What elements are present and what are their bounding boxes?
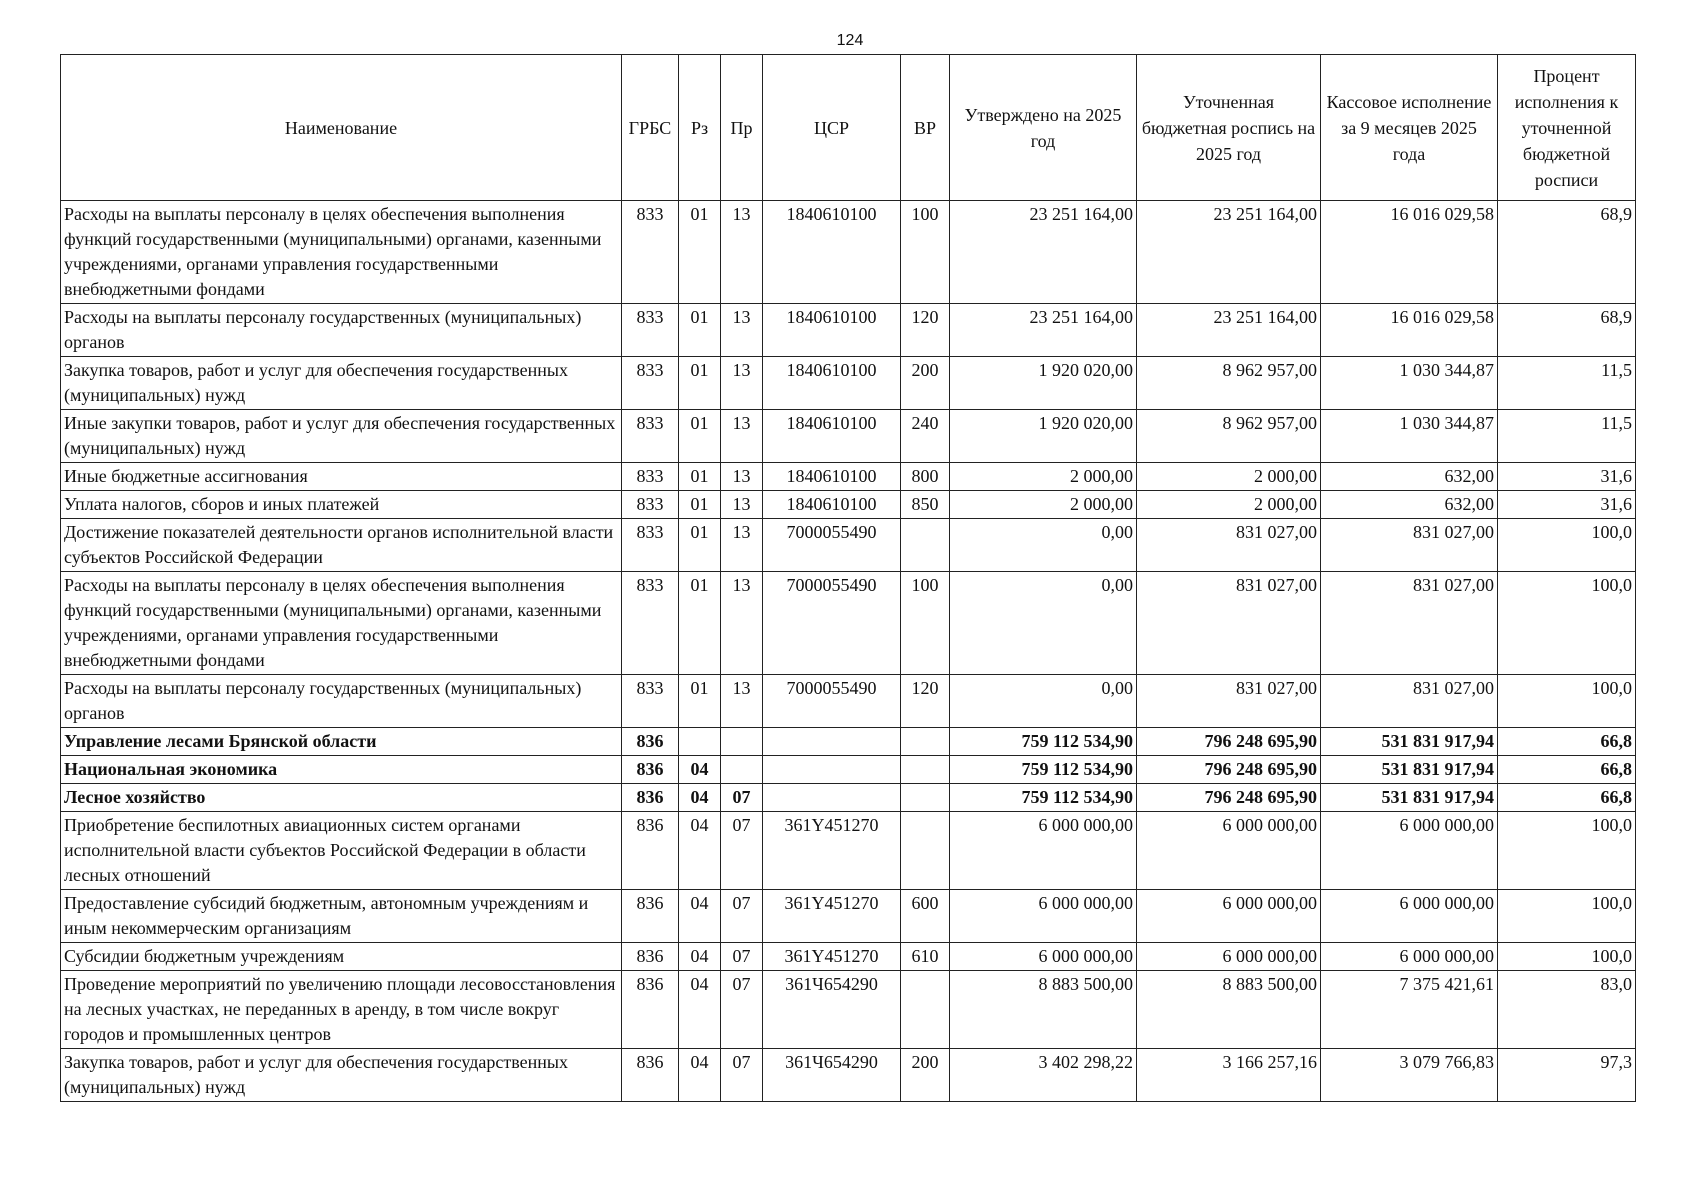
cell-refined: 3 166 257,16 [1137,1049,1321,1102]
cell-refined: 831 027,00 [1137,519,1321,572]
cell-percent: 100,0 [1498,519,1636,572]
cell-vr: 610 [901,943,950,971]
cell-grbs: 836 [622,756,679,784]
page-number: 124 [836,32,864,49]
cell-approved: 2 000,00 [950,463,1137,491]
cell-vr: 100 [901,201,950,304]
cell-cash: 1 030 344,87 [1321,357,1498,410]
cell-pr: 07 [721,890,763,943]
cell-refined: 796 248 695,90 [1137,784,1321,812]
header-name: Наименование [61,55,622,201]
cell-csr: 1840610100 [763,491,901,519]
cell-csr: 7000055490 [763,675,901,728]
cell-csr: 7000055490 [763,519,901,572]
cell-grbs: 833 [622,675,679,728]
table-row [61,410,1636,463]
table-row [61,304,1636,357]
cell-rz: 04 [679,1049,721,1102]
cell-rz [679,728,721,756]
cell-cash: 1 030 344,87 [1321,410,1498,463]
cell-approved: 759 112 534,90 [950,728,1137,756]
cell-vr: 600 [901,890,950,943]
cell-approved: 759 112 534,90 [950,756,1137,784]
cell-grbs: 833 [622,304,679,357]
cell-pr: 13 [721,519,763,572]
cell-name: Расходы на выплаты персоналу государственных (муниципальных) органов [61,304,622,357]
cell-csr: 1840610100 [763,304,901,357]
cell-cash: 831 027,00 [1321,572,1498,675]
cell-percent: 100,0 [1498,812,1636,890]
cell-approved: 3 402 298,22 [950,1049,1137,1102]
cell-name: Приобретение беспилотных авиационных систем органами исполнительной власти субъектов Российской Федерации в области лесных отношений [61,812,622,890]
cell-pr: 07 [721,971,763,1049]
cell-refined: 8 962 957,00 [1137,357,1321,410]
cell-grbs: 836 [622,784,679,812]
table-row [61,890,1636,943]
cell-vr: 200 [901,1049,950,1102]
cell-pr: 07 [721,943,763,971]
cell-pr: 07 [721,812,763,890]
cell-pr: 13 [721,675,763,728]
header-pr: Пр [721,55,763,201]
cell-percent: 100,0 [1498,890,1636,943]
cell-cash: 531 831 917,94 [1321,728,1498,756]
cell-approved: 23 251 164,00 [950,201,1137,304]
cell-vr [901,519,950,572]
cell-vr: 100 [901,572,950,675]
cell-csr: 1840610100 [763,410,901,463]
cell-approved: 0,00 [950,519,1137,572]
cell-percent: 31,6 [1498,491,1636,519]
cell-pr: 13 [721,201,763,304]
table-row [61,519,1636,572]
cell-grbs: 836 [622,1049,679,1102]
header-approved: Утверждено на 2025 год [950,55,1137,201]
cell-csr: 1840610100 [763,201,901,304]
cell-rz: 01 [679,463,721,491]
budget-table [60,54,1636,1102]
cell-rz: 04 [679,890,721,943]
cell-grbs: 836 [622,971,679,1049]
cell-rz: 01 [679,491,721,519]
cell-percent: 100,0 [1498,675,1636,728]
cell-csr: 1840610100 [763,463,901,491]
cell-vr [901,971,950,1049]
cell-rz: 04 [679,812,721,890]
cell-cash: 531 831 917,94 [1321,784,1498,812]
cell-name: Закупка товаров, работ и услуг для обеспечения государственных (муниципальных) нужд [61,1049,622,1102]
cell-csr [763,756,901,784]
cell-percent: 11,5 [1498,410,1636,463]
cell-grbs: 833 [622,410,679,463]
cell-percent: 66,8 [1498,784,1636,812]
table-row [61,357,1636,410]
cell-csr: 361Y451270 [763,943,901,971]
cell-rz: 01 [679,675,721,728]
cell-percent: 66,8 [1498,728,1636,756]
header-vr: ВР [901,55,950,201]
cell-rz: 01 [679,304,721,357]
cell-cash: 6 000 000,00 [1321,943,1498,971]
cell-pr [721,728,763,756]
cell-name: Национальная экономика [61,756,622,784]
cell-approved: 759 112 534,90 [950,784,1137,812]
cell-cash: 6 000 000,00 [1321,890,1498,943]
cell-approved: 23 251 164,00 [950,304,1137,357]
header-refined: Уточненная бюджетная роспись на 2025 год [1137,55,1321,201]
cell-vr [901,756,950,784]
cell-refined: 6 000 000,00 [1137,812,1321,890]
header-grbs: ГРБС [622,55,679,201]
cell-approved: 1 920 020,00 [950,410,1137,463]
cell-rz: 04 [679,756,721,784]
cell-cash: 3 079 766,83 [1321,1049,1498,1102]
cell-percent: 100,0 [1498,943,1636,971]
cell-cash: 6 000 000,00 [1321,812,1498,890]
header-percent: Процент исполнения к уточненной бюджетной росписи [1498,55,1636,201]
cell-percent: 11,5 [1498,357,1636,410]
cell-pr: 13 [721,463,763,491]
cell-refined: 831 027,00 [1137,675,1321,728]
table-row [61,675,1636,728]
cell-vr: 850 [901,491,950,519]
cell-percent: 83,0 [1498,971,1636,1049]
cell-name: Уплата налогов, сборов и иных платежей [61,491,622,519]
cell-name: Иные закупки товаров, работ и услуг для обеспечения государственных (муниципальных) нужд [61,410,622,463]
cell-pr: 13 [721,491,763,519]
table-row [61,784,1636,812]
cell-name: Иные бюджетные ассигнования [61,463,622,491]
cell-approved: 8 883 500,00 [950,971,1137,1049]
cell-refined: 2 000,00 [1137,463,1321,491]
cell-name: Лесное хозяйство [61,784,622,812]
cell-percent: 97,3 [1498,1049,1636,1102]
cell-percent: 68,9 [1498,304,1636,357]
cell-pr [721,756,763,784]
table-header-row [61,55,1636,201]
cell-csr: 361Ч654290 [763,971,901,1049]
cell-grbs: 836 [622,943,679,971]
cell-refined: 796 248 695,90 [1137,728,1321,756]
table-row [61,463,1636,491]
cell-pr: 13 [721,304,763,357]
cell-pr: 07 [721,1049,763,1102]
cell-vr: 240 [901,410,950,463]
cell-csr: 361Y451270 [763,890,901,943]
cell-pr: 07 [721,784,763,812]
cell-cash: 16 016 029,58 [1321,304,1498,357]
cell-name: Достижение показателей деятельности органов исполнительной власти субъектов Российской Федерации [61,519,622,572]
cell-refined: 8 962 957,00 [1137,410,1321,463]
table-row [61,971,1636,1049]
cell-vr: 120 [901,304,950,357]
table-row [61,756,1636,784]
cell-csr: 361Ч654290 [763,1049,901,1102]
cell-grbs: 833 [622,572,679,675]
cell-rz: 01 [679,201,721,304]
cell-name: Субсидии бюджетным учреждениям [61,943,622,971]
cell-grbs: 833 [622,463,679,491]
cell-refined: 831 027,00 [1137,572,1321,675]
header-rz: Рз [679,55,721,201]
cell-approved: 0,00 [950,572,1137,675]
cell-pr: 13 [721,357,763,410]
table-row [61,572,1636,675]
cell-pr: 13 [721,410,763,463]
cell-approved: 2 000,00 [950,491,1137,519]
cell-vr: 800 [901,463,950,491]
cell-percent: 31,6 [1498,463,1636,491]
cell-cash: 16 016 029,58 [1321,201,1498,304]
cell-grbs: 836 [622,812,679,890]
cell-grbs: 836 [622,728,679,756]
cell-pr: 13 [721,572,763,675]
cell-name: Управление лесами Брянской области [61,728,622,756]
cell-csr: 7000055490 [763,572,901,675]
cell-csr [763,728,901,756]
cell-refined: 6 000 000,00 [1137,943,1321,971]
table-body [61,201,1636,1102]
cell-vr [901,812,950,890]
cell-refined: 23 251 164,00 [1137,304,1321,357]
cell-rz: 01 [679,357,721,410]
cell-csr: 1840610100 [763,357,901,410]
cell-vr: 120 [901,675,950,728]
table-row [61,943,1636,971]
cell-cash: 632,00 [1321,491,1498,519]
cell-grbs: 833 [622,519,679,572]
cell-approved: 6 000 000,00 [950,943,1137,971]
cell-grbs: 833 [622,491,679,519]
cell-rz: 04 [679,943,721,971]
cell-cash: 831 027,00 [1321,675,1498,728]
cell-csr: 361Y451270 [763,812,901,890]
cell-percent: 66,8 [1498,756,1636,784]
cell-grbs: 833 [622,357,679,410]
cell-rz: 04 [679,784,721,812]
table-row [61,728,1636,756]
table-row [61,1049,1636,1102]
cell-refined: 2 000,00 [1137,491,1321,519]
cell-name: Проведение мероприятий по увеличению площади лесовосстановления на лесных участках, не переданных в аренду, в том числе вокруг городов и промышленных центров [61,971,622,1049]
cell-percent: 100,0 [1498,572,1636,675]
cell-name: Предоставление субсидий бюджетным, автономным учреждениям и иным некоммерческим организациям [61,890,622,943]
cell-grbs: 836 [622,890,679,943]
header-cash: Кассовое исполнение за 9 месяцев 2025 года [1321,55,1498,201]
header-csr: ЦСР [763,55,901,201]
cell-refined: 796 248 695,90 [1137,756,1321,784]
cell-approved: 1 920 020,00 [950,357,1137,410]
cell-rz: 04 [679,971,721,1049]
cell-name: Закупка товаров, работ и услуг для обеспечения государственных (муниципальных) нужд [61,357,622,410]
cell-vr: 200 [901,357,950,410]
cell-rz: 01 [679,410,721,463]
cell-cash: 831 027,00 [1321,519,1498,572]
cell-approved: 6 000 000,00 [950,812,1137,890]
cell-vr [901,784,950,812]
cell-csr [763,784,901,812]
cell-approved: 6 000 000,00 [950,890,1137,943]
cell-refined: 8 883 500,00 [1137,971,1321,1049]
cell-rz: 01 [679,572,721,675]
cell-refined: 6 000 000,00 [1137,890,1321,943]
cell-name: Расходы на выплаты персоналу государственных (муниципальных) органов [61,675,622,728]
cell-approved: 0,00 [950,675,1137,728]
table-row [61,201,1636,304]
cell-name: Расходы на выплаты персоналу в целях обеспечения выполнения функций государственными (муниципальными) органами, казенными учреждениями, органами управления государственными внебюджетными фондами [61,572,622,675]
cell-percent: 68,9 [1498,201,1636,304]
cell-cash: 531 831 917,94 [1321,756,1498,784]
table-row [61,812,1636,890]
cell-refined: 23 251 164,00 [1137,201,1321,304]
cell-name: Расходы на выплаты персоналу в целях обеспечения выполнения функций государственными (муниципальными) органами, казенными учреждениями, органами управления государственными внебюджетными фондами [61,201,622,304]
table-row [61,491,1636,519]
cell-vr [901,728,950,756]
cell-rz: 01 [679,519,721,572]
cell-cash: 7 375 421,61 [1321,971,1498,1049]
cell-grbs: 833 [622,201,679,304]
cell-cash: 632,00 [1321,463,1498,491]
